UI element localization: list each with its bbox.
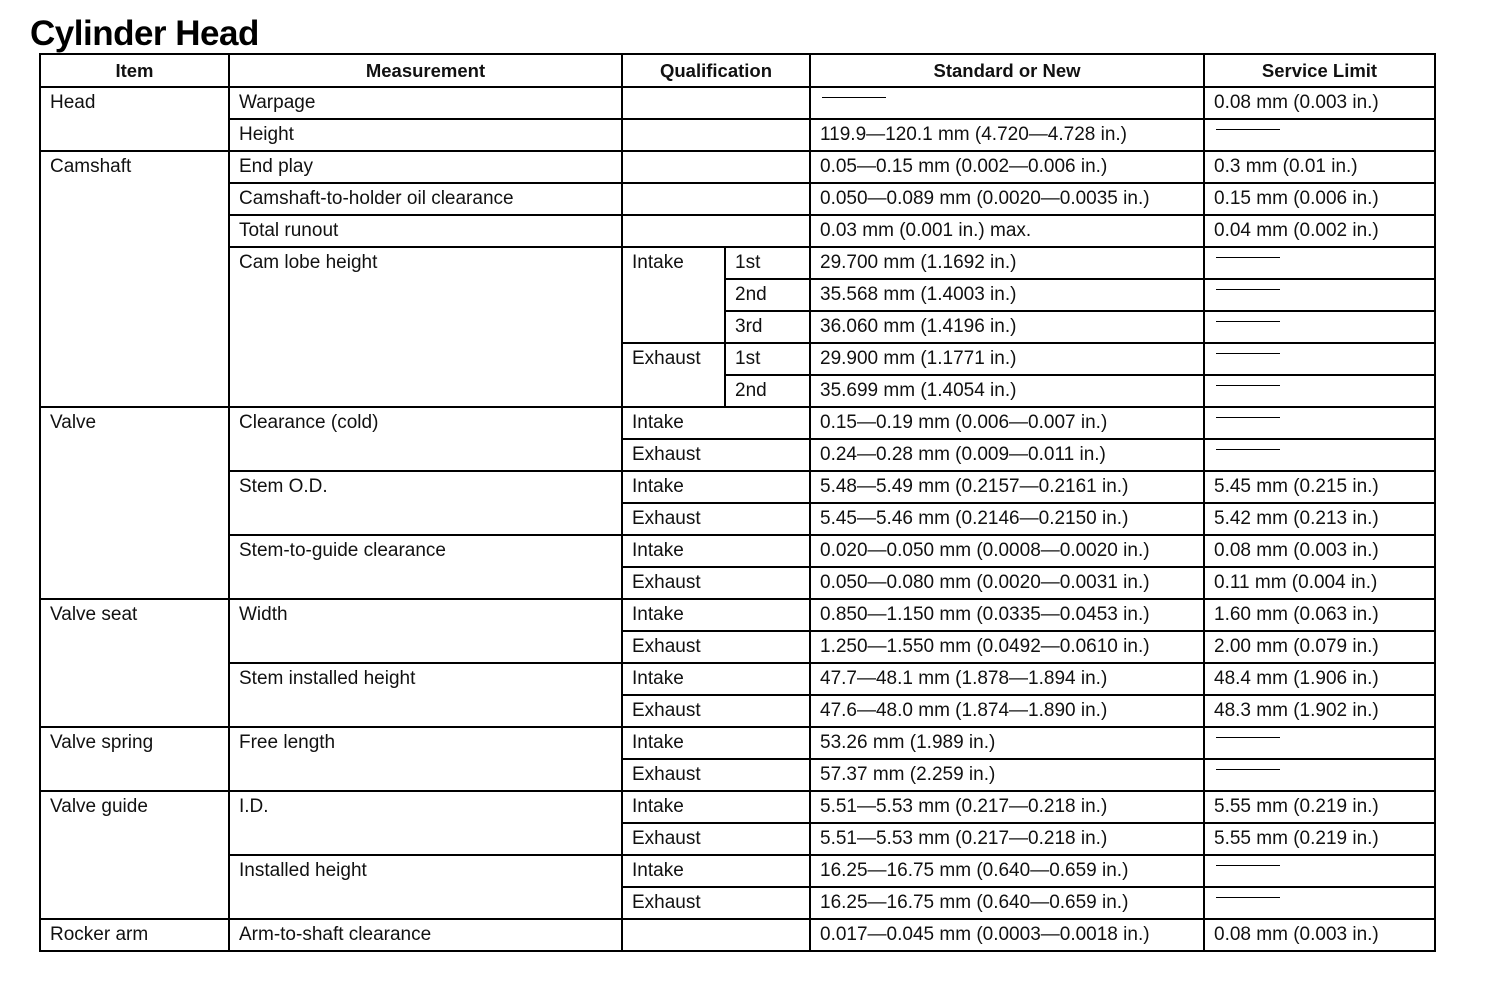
- limit-cell: 5.45 mm (0.215 in.): [1204, 471, 1435, 503]
- qualification-cell: [622, 919, 810, 951]
- standard-cell: 0.020—0.050 mm (0.0008—0.0020 in.): [810, 535, 1204, 567]
- item-cell: Head: [40, 87, 229, 151]
- header-row: [40, 54, 1435, 87]
- sub-qualification-cell: 3rd: [725, 311, 810, 343]
- standard-cell: 5.48—5.49 mm (0.2157—0.2161 in.): [810, 471, 1204, 503]
- standard-cell: 0.03 mm (0.001 in.) max.: [810, 215, 1204, 247]
- qualification-cell: [622, 87, 810, 119]
- table-row: [40, 663, 1435, 695]
- limit-cell: 0.3 mm (0.01 in.): [1204, 151, 1435, 183]
- standard-cell: 47.6—48.0 mm (1.874—1.890 in.): [810, 695, 1204, 727]
- standard-cell: 119.9—120.1 mm (4.720—4.728 in.): [810, 119, 1204, 151]
- limit-cell: 48.4 mm (1.906 in.): [1204, 663, 1435, 695]
- page-title: Cylinder Head: [30, 14, 259, 53]
- dash-mark: [822, 97, 886, 98]
- qualification-cell: [622, 119, 810, 151]
- standard-cell: 35.699 mm (1.4054 in.): [810, 375, 1204, 407]
- dash-mark: [1216, 321, 1280, 322]
- qualification-cell: Exhaust: [622, 631, 810, 663]
- qualification-cell: Intake: [622, 535, 810, 567]
- table-row: [40, 183, 1435, 215]
- dash-mark: [1216, 257, 1280, 258]
- table-row: [40, 471, 1435, 503]
- measurement-cell: Stem-to-guide clearance: [229, 535, 622, 599]
- qualification-cell: Exhaust: [622, 343, 725, 407]
- standard-cell: 0.850—1.150 mm (0.0335—0.0453 in.): [810, 599, 1204, 631]
- standard-cell: 29.700 mm (1.1692 in.): [810, 247, 1204, 279]
- limit-cell: [1204, 119, 1435, 151]
- dash-mark: [1216, 737, 1280, 738]
- qualification-cell: Exhaust: [622, 503, 810, 535]
- table-row: [40, 87, 1435, 119]
- limit-cell: [1204, 407, 1435, 439]
- qualification-cell: Exhaust: [622, 567, 810, 599]
- measurement-cell: Warpage: [229, 87, 622, 119]
- dash-mark: [1216, 289, 1280, 290]
- measurement-cell: Arm-to-shaft clearance: [229, 919, 622, 951]
- standard-cell: 0.24—0.28 mm (0.009—0.011 in.): [810, 439, 1204, 471]
- spec-table: [39, 53, 1436, 952]
- dash-mark: [1216, 897, 1280, 898]
- item-cell: Valve guide: [40, 791, 229, 919]
- table-row: [40, 727, 1435, 759]
- table-row: [40, 855, 1435, 887]
- header-qualification: Qualification: [622, 54, 810, 87]
- item-cell: Valve spring: [40, 727, 229, 791]
- table-row: [40, 151, 1435, 183]
- sub-qualification-cell: 2nd: [725, 375, 810, 407]
- standard-cell: 0.050—0.089 mm (0.0020—0.0035 in.): [810, 183, 1204, 215]
- table-row: [40, 215, 1435, 247]
- limit-cell: 1.60 mm (0.063 in.): [1204, 599, 1435, 631]
- limit-cell: [1204, 311, 1435, 343]
- standard-cell: 29.900 mm (1.1771 in.): [810, 343, 1204, 375]
- header-measurement: Measurement: [229, 54, 622, 87]
- qualification-cell: Intake: [622, 407, 810, 439]
- dash-mark: [1216, 129, 1280, 130]
- standard-cell: 35.568 mm (1.4003 in.): [810, 279, 1204, 311]
- table-row: [40, 919, 1435, 951]
- dash-mark: [1216, 385, 1280, 386]
- limit-cell: [1204, 375, 1435, 407]
- header-item: Item: [40, 54, 229, 87]
- limit-cell: 5.55 mm (0.219 in.): [1204, 823, 1435, 855]
- measurement-cell: Clearance (cold): [229, 407, 622, 471]
- limit-cell: [1204, 887, 1435, 919]
- limit-cell: 0.08 mm (0.003 in.): [1204, 87, 1435, 119]
- measurement-cell: Stem O.D.: [229, 471, 622, 535]
- limit-cell: [1204, 439, 1435, 471]
- table-row: [40, 535, 1435, 567]
- measurement-cell: Stem installed height: [229, 663, 622, 727]
- qualification-cell: Intake: [622, 663, 810, 695]
- qualification-cell: Exhaust: [622, 759, 810, 791]
- dash-mark: [1216, 449, 1280, 450]
- table-row: [40, 407, 1435, 439]
- qualification-cell: Intake: [622, 247, 725, 343]
- standard-cell: 57.37 mm (2.259 in.): [810, 759, 1204, 791]
- standard-cell: [810, 87, 1204, 119]
- dash-mark: [1216, 353, 1280, 354]
- limit-cell: 0.15 mm (0.006 in.): [1204, 183, 1435, 215]
- table-row: [40, 599, 1435, 631]
- qualification-cell: [622, 183, 810, 215]
- limit-cell: 48.3 mm (1.902 in.): [1204, 695, 1435, 727]
- table-row: [40, 247, 1435, 279]
- standard-cell: 0.15—0.19 mm (0.006—0.007 in.): [810, 407, 1204, 439]
- header-standard: Standard or New: [810, 54, 1204, 87]
- qualification-cell: Exhaust: [622, 695, 810, 727]
- measurement-cell: Free length: [229, 727, 622, 791]
- standard-cell: 1.250—1.550 mm (0.0492—0.0610 in.): [810, 631, 1204, 663]
- qualification-cell: Exhaust: [622, 823, 810, 855]
- table-row: [40, 119, 1435, 151]
- table-row: [40, 791, 1435, 823]
- item-cell: Valve: [40, 407, 229, 599]
- sub-qualification-cell: 1st: [725, 343, 810, 375]
- standard-cell: 16.25—16.75 mm (0.640—0.659 in.): [810, 887, 1204, 919]
- qualification-cell: Intake: [622, 791, 810, 823]
- header-service-limit: Service Limit: [1204, 54, 1435, 87]
- measurement-cell: Cam lobe height: [229, 247, 622, 407]
- measurement-cell: Total runout: [229, 215, 622, 247]
- measurement-cell: I.D.: [229, 791, 622, 855]
- qualification-cell: Intake: [622, 471, 810, 503]
- sub-qualification-cell: 1st: [725, 247, 810, 279]
- standard-cell: 16.25—16.75 mm (0.640—0.659 in.): [810, 855, 1204, 887]
- limit-cell: 0.04 mm (0.002 in.): [1204, 215, 1435, 247]
- dash-mark: [1216, 769, 1280, 770]
- qualification-cell: [622, 215, 810, 247]
- limit-cell: [1204, 727, 1435, 759]
- item-cell: Rocker arm: [40, 919, 229, 951]
- limit-cell: [1204, 247, 1435, 279]
- standard-cell: 47.7—48.1 mm (1.878—1.894 in.): [810, 663, 1204, 695]
- limit-cell: 5.42 mm (0.213 in.): [1204, 503, 1435, 535]
- qualification-cell: Intake: [622, 599, 810, 631]
- standard-cell: 5.51—5.53 mm (0.217—0.218 in.): [810, 791, 1204, 823]
- limit-cell: 0.08 mm (0.003 in.): [1204, 535, 1435, 567]
- dash-mark: [1216, 865, 1280, 866]
- standard-cell: 36.060 mm (1.4196 in.): [810, 311, 1204, 343]
- standard-cell: 0.05—0.15 mm (0.002—0.006 in.): [810, 151, 1204, 183]
- limit-cell: [1204, 855, 1435, 887]
- qualification-cell: Intake: [622, 727, 810, 759]
- measurement-cell: Height: [229, 119, 622, 151]
- limit-cell: [1204, 279, 1435, 311]
- standard-cell: 0.017—0.045 mm (0.0003—0.0018 in.): [810, 919, 1204, 951]
- qualification-cell: [622, 151, 810, 183]
- standard-cell: 0.050—0.080 mm (0.0020—0.0031 in.): [810, 567, 1204, 599]
- limit-cell: 2.00 mm (0.079 in.): [1204, 631, 1435, 663]
- measurement-cell: Camshaft-to-holder oil clearance: [229, 183, 622, 215]
- standard-cell: 53.26 mm (1.989 in.): [810, 727, 1204, 759]
- limit-cell: 5.55 mm (0.219 in.): [1204, 791, 1435, 823]
- sub-qualification-cell: 2nd: [725, 279, 810, 311]
- standard-cell: 5.45—5.46 mm (0.2146—0.2150 in.): [810, 503, 1204, 535]
- qualification-cell: Exhaust: [622, 887, 810, 919]
- limit-cell: [1204, 759, 1435, 791]
- limit-cell: 0.11 mm (0.004 in.): [1204, 567, 1435, 599]
- item-cell: Camshaft: [40, 151, 229, 407]
- standard-cell: 5.51—5.53 mm (0.217—0.218 in.): [810, 823, 1204, 855]
- dash-mark: [1216, 417, 1280, 418]
- qualification-cell: Exhaust: [622, 439, 810, 471]
- measurement-cell: Installed height: [229, 855, 622, 919]
- measurement-cell: Width: [229, 599, 622, 663]
- limit-cell: [1204, 343, 1435, 375]
- item-cell: Valve seat: [40, 599, 229, 727]
- measurement-cell: End play: [229, 151, 622, 183]
- qualification-cell: Intake: [622, 855, 810, 887]
- limit-cell: 0.08 mm (0.003 in.): [1204, 919, 1435, 951]
